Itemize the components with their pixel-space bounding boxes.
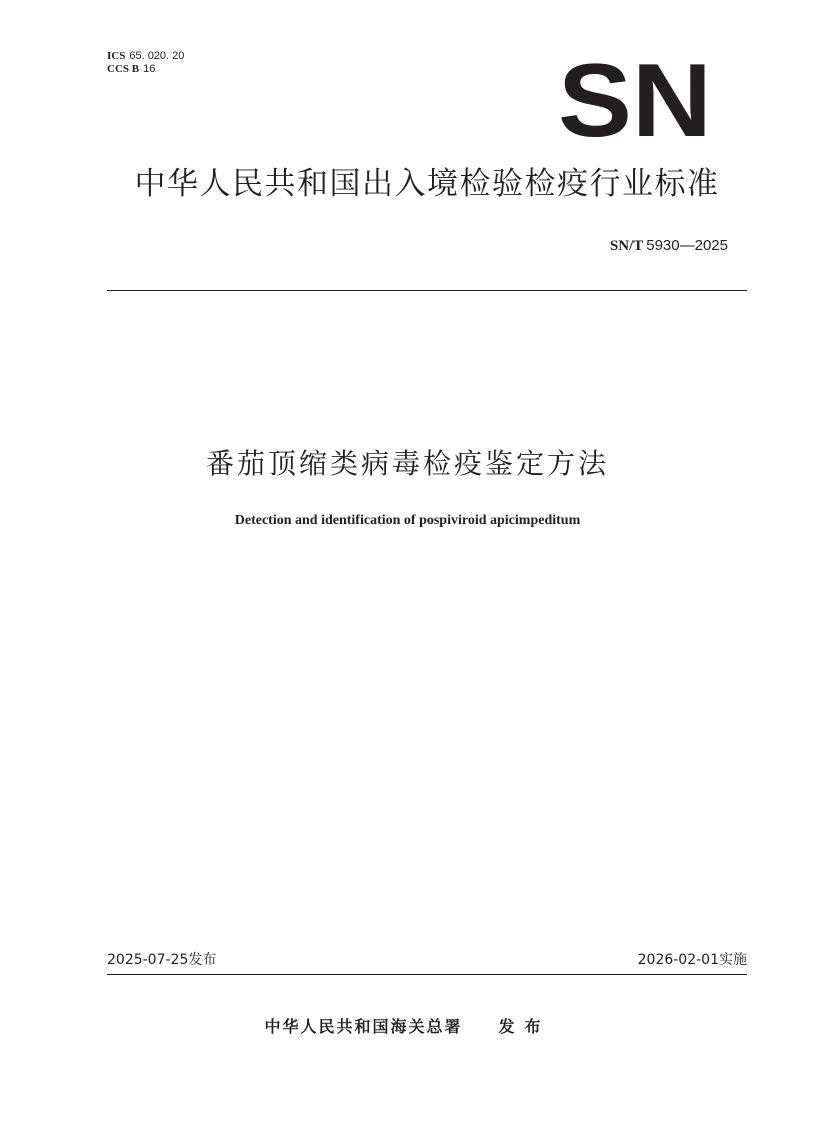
ics-code [107, 50, 184, 63]
implementation-date: 2026-02-01实施 [637, 952, 747, 968]
ccs-label: CCS [107, 63, 130, 75]
release-date: 2025-07-25发布 [107, 952, 217, 968]
footer-divider [107, 974, 747, 975]
header-divider [107, 290, 747, 291]
ics-label: ICS [107, 50, 126, 62]
standard-number-code: 5930—2025 [646, 237, 728, 254]
document-title-english: Detection and identification of pospiviroid apicimpeditum [234, 513, 581, 528]
standard-number [610, 236, 728, 256]
ccs-code [107, 63, 155, 76]
standard-number-prefix: SN/T [609, 238, 644, 254]
ics-value: 65. 020. 20 [129, 50, 185, 62]
ccs-value: 16 [143, 63, 156, 75]
sn-logo [557, 58, 713, 138]
ccs-class: B [131, 63, 140, 75]
publisher-line [0, 1016, 815, 1038]
industry-standard-title: 中华人民共和国出入境检验检疫行业标准 [134, 166, 720, 202]
publisher-action: 发布 [498, 1017, 551, 1036]
publisher-name: 中华人民共和国海关总署 [264, 1017, 463, 1036]
document-title: 番茄顶缩类病毒检疫鉴定方法 [205, 447, 609, 480]
sn-logo-text: SN [558, 58, 712, 138]
